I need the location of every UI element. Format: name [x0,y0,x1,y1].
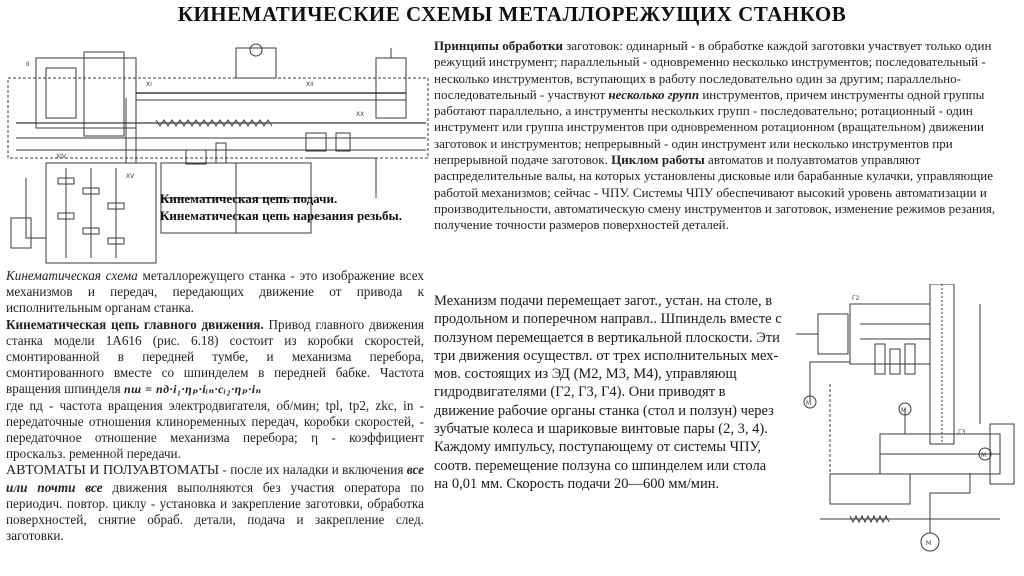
right-text-block [434,38,1002,234]
paragraph-kinematic-scheme [6,268,424,317]
svg-text:M: M [981,452,987,459]
svg-text:II: II [26,61,30,68]
paragraph-formula-legend: где nд - частота вращения электродвигателя, об/мин; tpl, tp2, zkc, in - передаточные отношения клиноременных передач, коробки скоростей, - передаточное отношение механизма перебора; η - коэффициент проскальз. ременной передачи. [6,397,424,462]
cnc-machine-schematic [790,284,1018,574]
cnc-schematic-drawing [790,284,1018,574]
term-kinematic-scheme: Кинематическая схема [6,268,138,283]
spindle-speed-formula: nш = nд·i₁·ηₚ·iᵢₙ·cᵢ₂·ηₚ·iₙ [124,382,262,397]
page-title: КИНЕМАТИЧЕСКИЕ СХЕМЫ МЕТАЛЛОРЕЖУЩИХ СТАНКОВ [177,2,847,26]
caption-feed-chain: Кинематическая цепь подачи. [160,191,338,206]
feed-mechanism-paragraph: Механизм подачи перемещает загот., устан. на столе, в продольном и поперечном направл.. Шпиндель вместе с ползуном перемещается в вертикальной плоскости. Эти три движения осуществл. от трех исполнительных мех-мов. состоящих из ЭД (М2, М3, М4), управляющ гидродвигателями (Г2, Г3, Г4). Они приводят в движение рабочие органы станка (стол и ползун) через зубчатые колеса и шариковые винтовые пары (2, 3, 4). Каждому импульсу, поступающему от системы ЧПУ, соотв. перемещение ползуна со шпинделем или стола на 0,01 мм. Скорость подачи 20—600 мм/мин. [434,293,782,492]
svg-text:Г2: Г2 [852,295,860,302]
paragraph-automats [6,462,424,544]
svg-text:M: M [901,407,907,414]
paragraph-main-motion [6,317,424,398]
caption-thread-chain: Кинематическая цепь нарезания резьбы. [160,208,402,223]
svg-text:XV: XV [126,173,135,180]
svg-text:XX: XX [356,111,365,118]
paragraph-text: - после их наладки и включения [219,462,407,478]
paragraph-text: Привод главного движения станка модели 1А616 (рис. 6.18) состоит из коробки скоростей, смонтированной в передней тумбе, и механизма перебора, смонтированного вместе со шпинделем в передней бабке. Частота вращения шпинделя [6,316,424,397]
svg-text:M: M [926,540,932,547]
emphasis-all-or-almost-all: все или почти все [6,462,425,495]
lathe-schematic-drawing [6,38,432,266]
svg-text:XII: XII [306,81,314,88]
paragraph-text: автоматов и полуавтоматов управляют распределительные валы, на которых установлены дисковые или барабанные кулачки, управляющие работой механизмов; сейчас - ЧПУ. Системы ЧПУ обеспечивают высокий уровень автоматизации и производительности, автоматическую смену инструментов и заготовок, изменение режимов резания, получение точности размеров поверхностей деталей. [434,152,996,233]
heading-processing-principles: Принципы обработки [434,38,563,53]
lathe-kinematic-schematic [6,38,432,266]
heading-automats: АВТОМАТЫ И ПОЛУАВТОМАТЫ [6,463,220,479]
svg-text:Г3: Г3 [958,429,966,436]
paragraph-text: инструментов, причем инструменты одной группы работают параллельно, а инструменты нескольких групп - последовательно; ротационный - один инструмент или группа инструментов при одновременном ротационном (вращательном) движении заготовок и инструментов; непрерывный - один инструмент или несколько инструментов при непрерывной подаче заготовок. [434,86,985,168]
emphasis-several-groups: несколько групп [608,86,700,102]
left-text-block [6,268,424,544]
svg-text:M: M [806,400,812,407]
paragraph-text: металлорежущего станка - это изображение всех механизмов и передач, передающих движение от привода к исполнительным органам станка. [6,268,424,316]
paragraph-text: заготовок: одинарный - в обработке каждой заготовки участвует только один режущий инструмент; параллельный - одновременно несколько инструментов; последовательный - несколько инструментов, вступающих в работу последовательно один за другим; параллельно-последовательный - участвуют [434,38,992,102]
svg-text:XI: XI [146,81,152,88]
svg-text:XIV: XIV [56,153,66,160]
heading-work-cycle: Циклом работы [611,152,705,168]
paragraph-text: движения выполняются без участия оператора по периодич. повтор. циклу - установка и закрепление заготовки, обработка поверхностей, снятие обраб. детали, подача и закрепление след. заготовки. [6,479,424,544]
heading-main-motion: Кинематическая цепь главного движения. [6,316,264,332]
